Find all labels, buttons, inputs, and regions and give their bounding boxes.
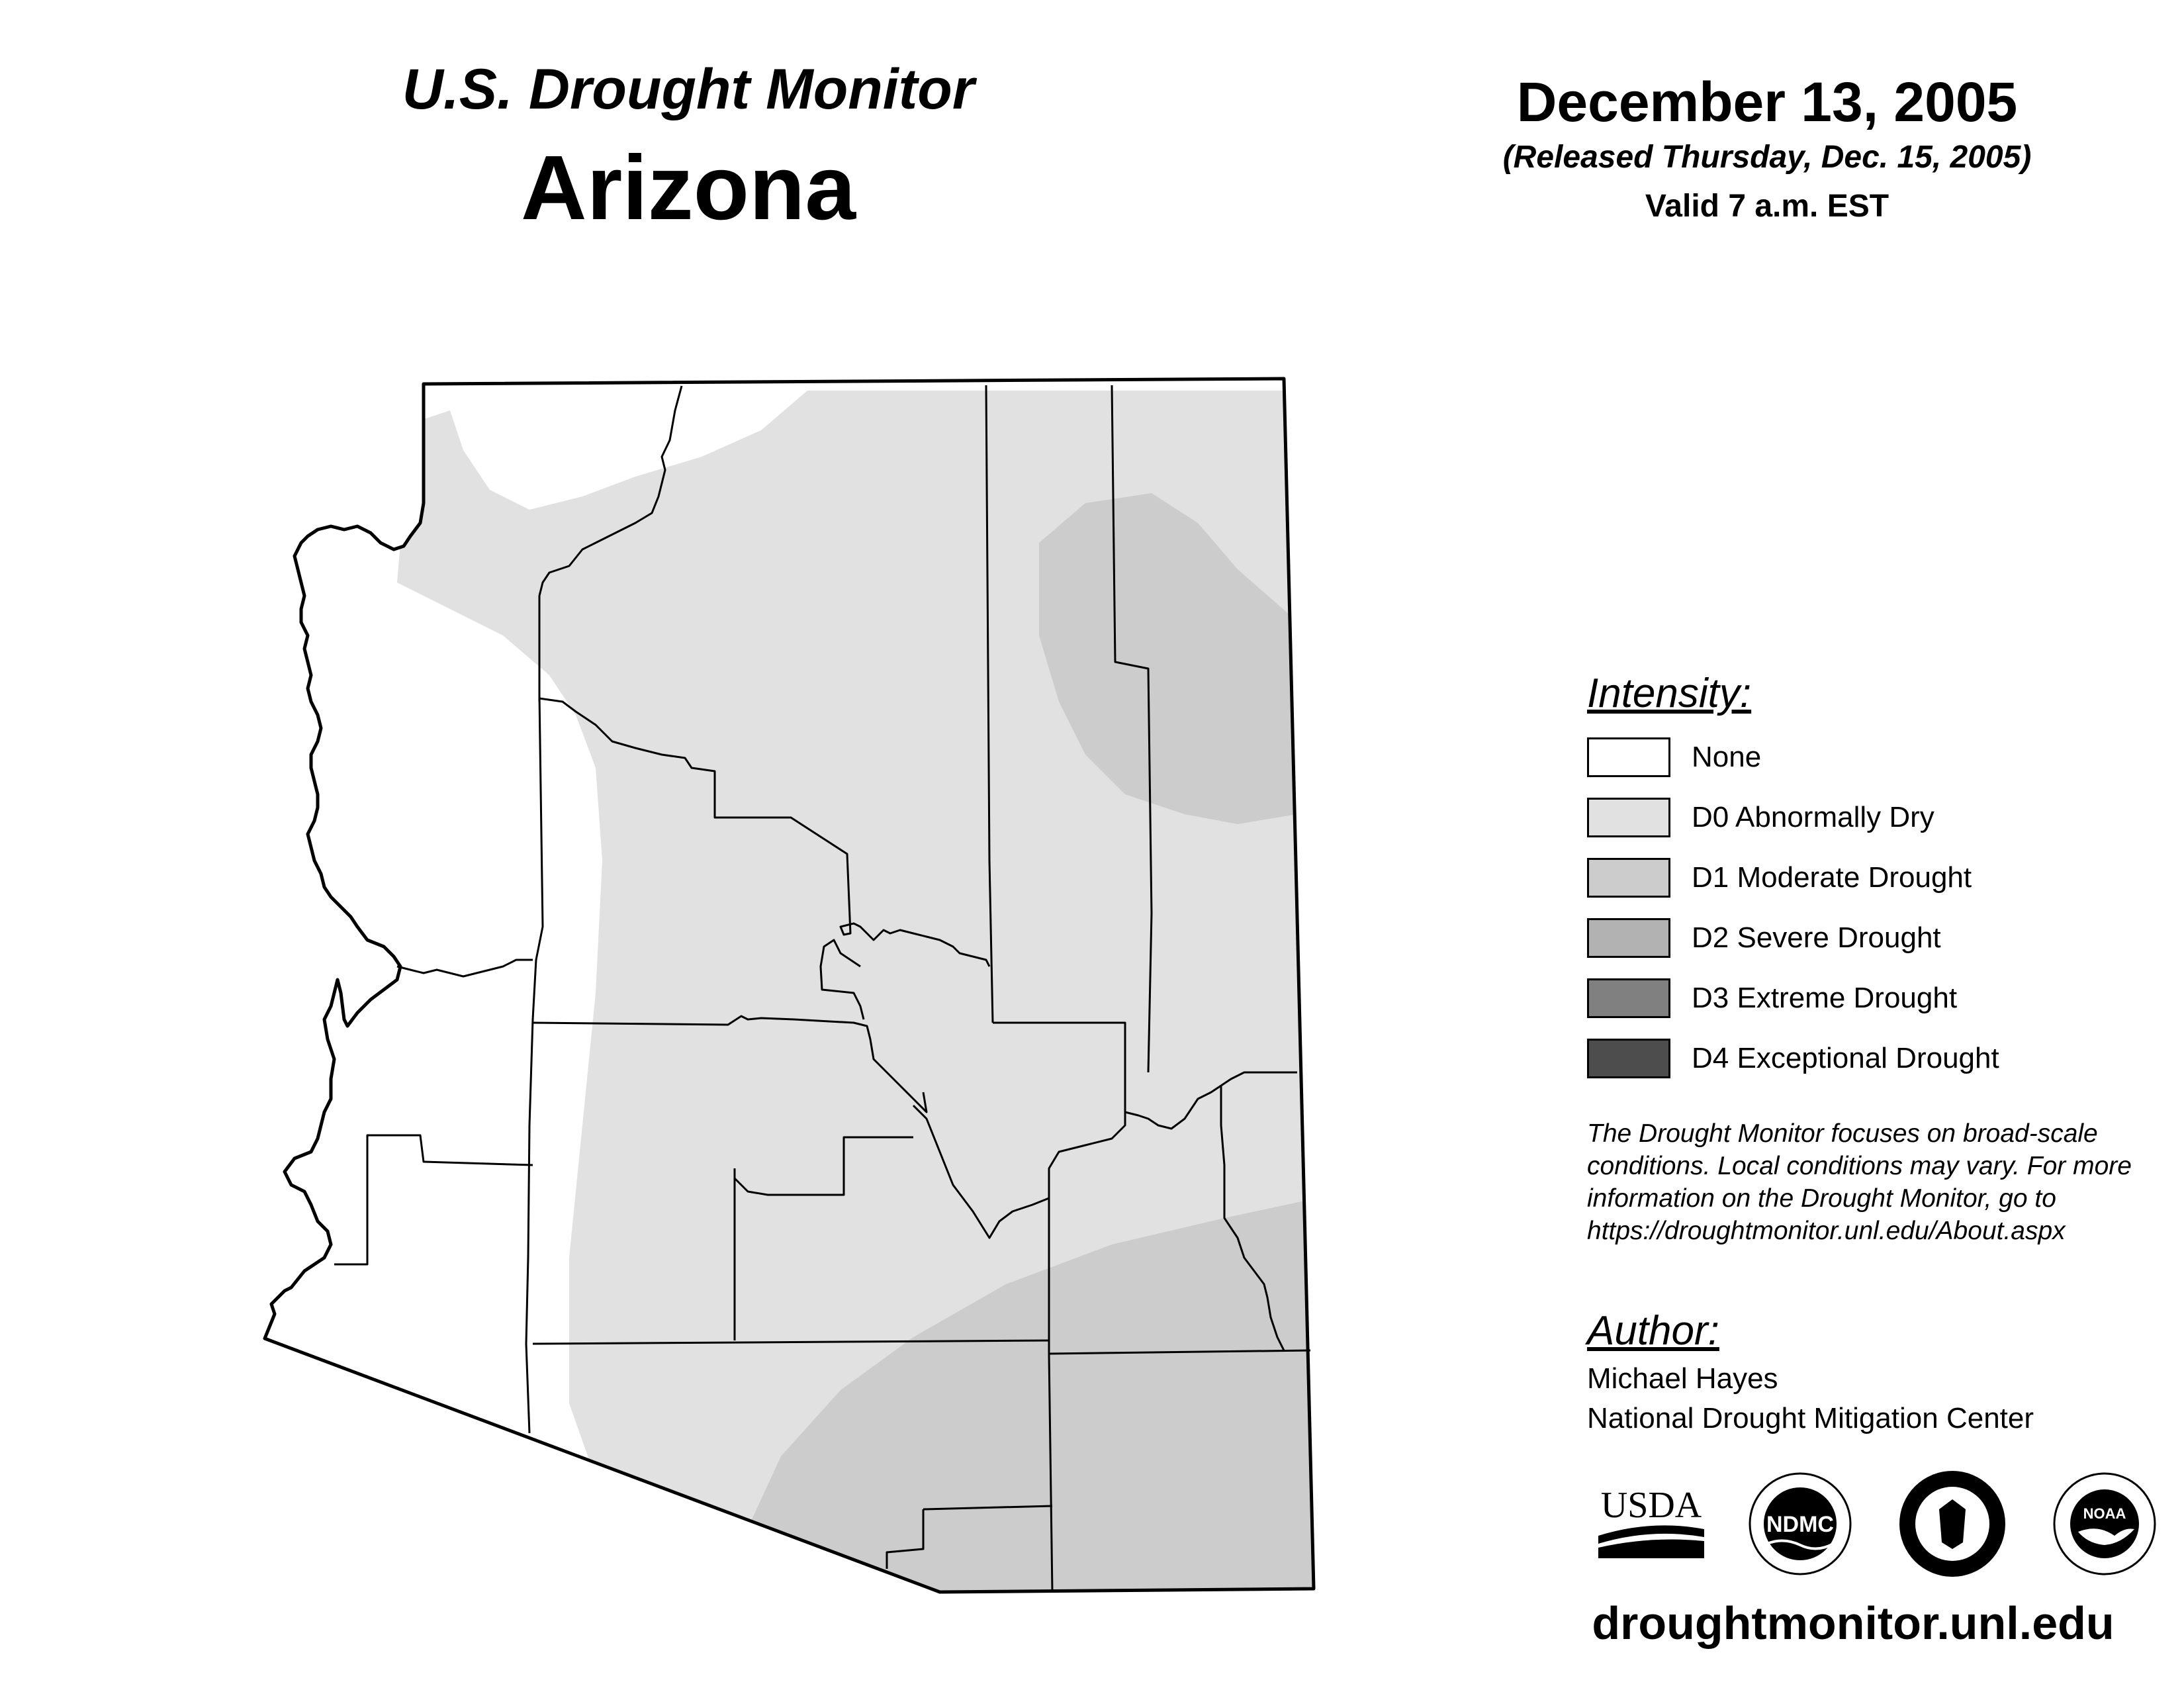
legend-label: None <box>1692 741 1762 773</box>
map-title: Arizona <box>520 137 856 239</box>
usda-logo <box>1595 1483 1707 1562</box>
map-date: December 13, 2005 <box>1516 71 2018 133</box>
noaa-logo <box>2052 1471 2158 1577</box>
legend-item <box>1587 917 1941 959</box>
legend-swatch <box>1587 737 1670 777</box>
author-org: National Drought Mitigation Center <box>1587 1402 2034 1434</box>
commerce-logo <box>1898 1470 2007 1578</box>
legend-title: Intensity: <box>1587 671 1752 716</box>
legend-item <box>1587 977 1957 1019</box>
note-line: conditions. Local conditions may vary. For more <box>1587 1152 2132 1180</box>
legend-item <box>1587 1037 1999 1080</box>
legend-item <box>1587 736 1761 778</box>
legend-swatch <box>1587 1039 1670 1078</box>
legend-swatch <box>1587 798 1670 837</box>
note-line: information on the Drought Monitor, go to <box>1587 1184 2056 1213</box>
website-url[interactable]: droughtmonitor.unl.edu <box>1592 1597 2115 1649</box>
noaa-logo-text: NOAA <box>2083 1505 2126 1522</box>
legend-item <box>1587 857 1972 899</box>
author-name: Michael Hayes <box>1587 1362 1778 1395</box>
map-subtitle: U.S. Drought Monitor <box>402 58 975 121</box>
legend-swatch <box>1587 858 1670 898</box>
ndmc-logo-text: NDMC <box>1766 1512 1834 1537</box>
legend-label: D2 Severe Drought <box>1692 921 1941 954</box>
legend-label: D3 Extreme Drought <box>1692 982 1958 1014</box>
disclaimer-note <box>1587 1117 2183 1247</box>
release-date: (Released Thursday, Dec. 15, 2005) <box>1502 140 2032 175</box>
legend-swatch <box>1587 918 1670 958</box>
usda-logo-text: USDA <box>1600 1485 1702 1526</box>
note-line: The Drought Monitor focuses on broad-scale <box>1587 1119 2098 1148</box>
note-link[interactable]: https://droughtmonitor.unl.edu/About.aspx <box>1587 1217 2066 1245</box>
legend-item <box>1587 796 1934 839</box>
author-title: Author: <box>1587 1308 1719 1354</box>
legend-swatch <box>1587 978 1670 1018</box>
legend-label: D1 Moderate Drought <box>1692 861 1972 894</box>
valid-time: Valid 7 a.m. EST <box>1645 189 1889 224</box>
ndmc-logo <box>1747 1471 1853 1577</box>
legend-label: D0 Abnormally Dry <box>1692 801 1934 833</box>
legend-label: D4 Exceptional Drought <box>1692 1042 1999 1074</box>
